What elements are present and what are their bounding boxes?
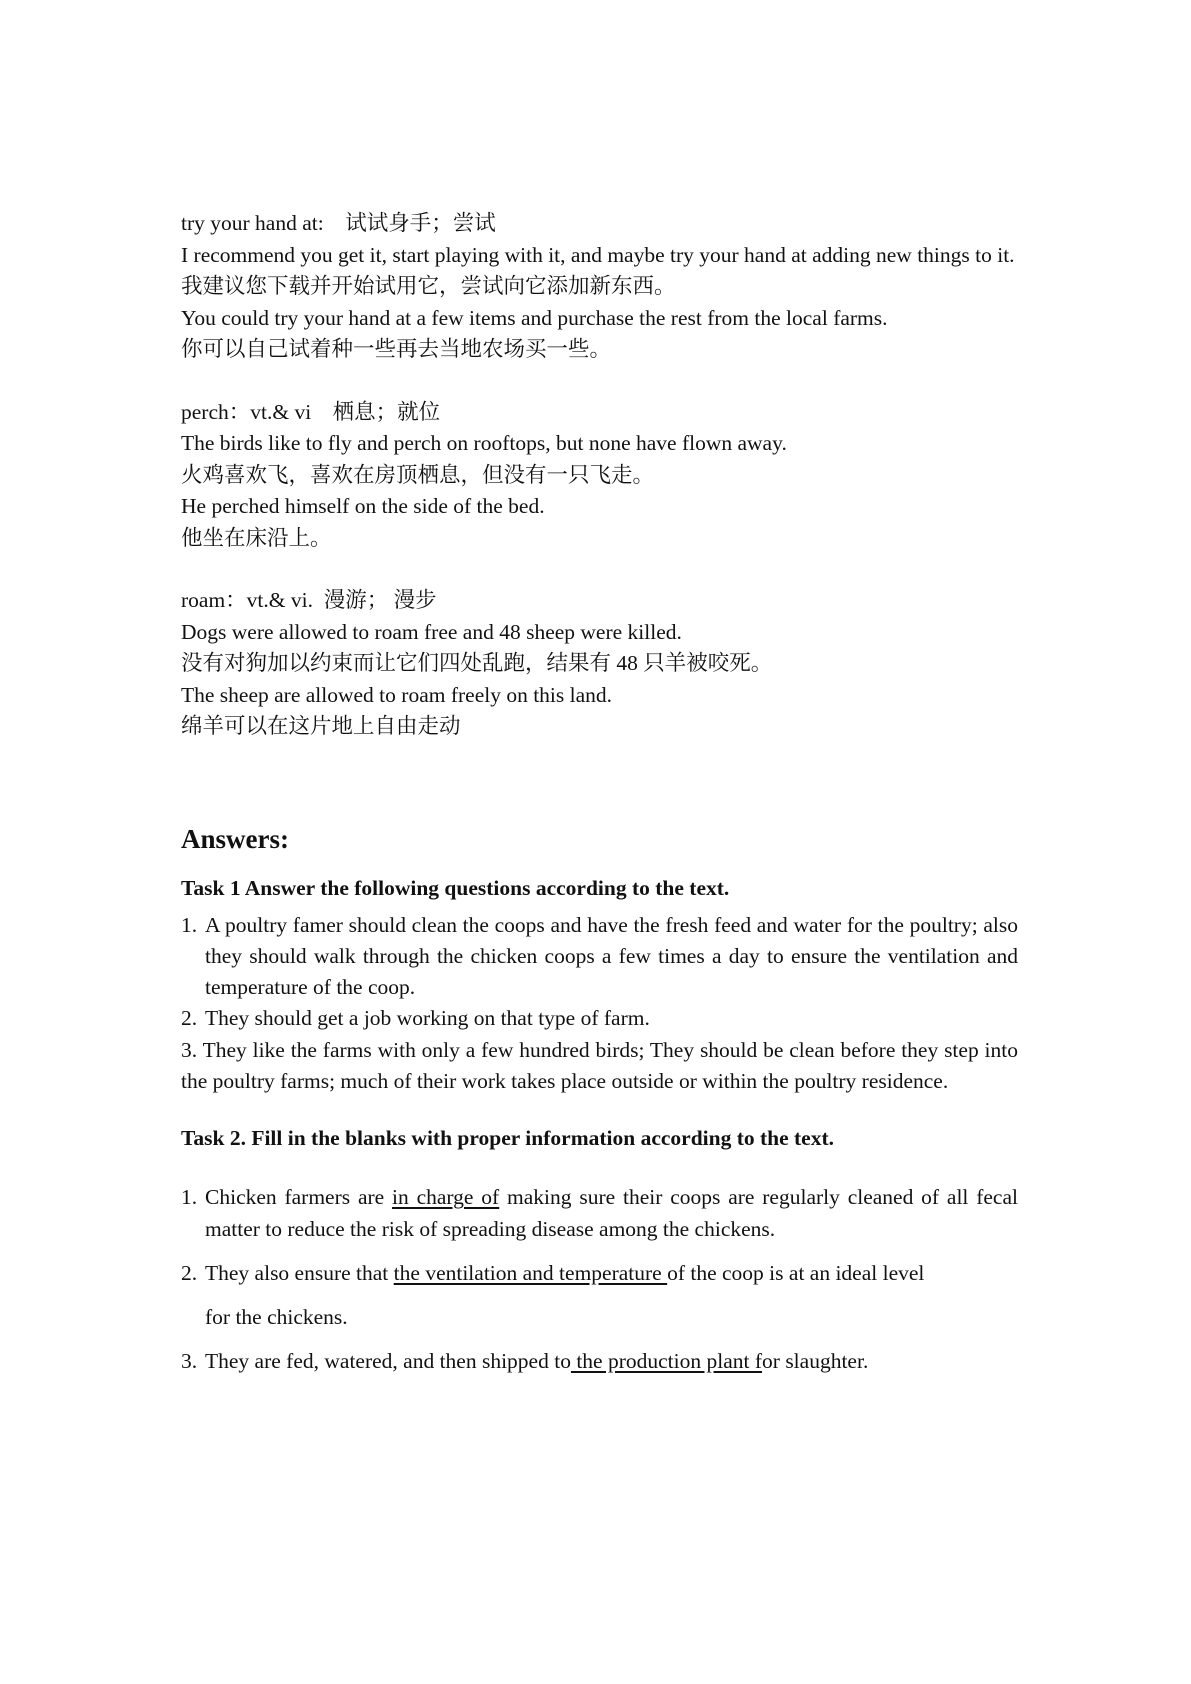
- blank-answer: the production plant f: [570, 1348, 763, 1373]
- task-2-section: [181, 1123, 1018, 1383]
- item-text: They like the farms with only a few hundred birds; They should be clean before they step into the poultry farms; much of their work takes place outside or within the poultry residence.: [181, 1037, 1018, 1093]
- vocab-headword-line: [181, 585, 1018, 617]
- example-english: Dogs were allowed to roam free and 48 sheep were killed.: [181, 619, 682, 644]
- example-chinese: 没有对狗加以约束而让它们四处乱跑，结果有 48 只羊被咬死。: [181, 651, 773, 675]
- task-1-title: Task 1 Answer the following questions according to the text.: [181, 875, 730, 900]
- vocab-entry: [181, 397, 1018, 555]
- blank-answer: the ventilation and temperature: [393, 1260, 668, 1285]
- answer-item: [181, 1003, 1018, 1034]
- spacer: [181, 1097, 1018, 1123]
- fill-blank-continuation: [181, 1295, 1018, 1339]
- vocab-term: roam：vt.& vi.: [181, 588, 313, 612]
- item-text-before: They also ensure that: [205, 1260, 394, 1285]
- vocab-headword-line: [181, 208, 1018, 240]
- example-english: I recommend you get it, start playing with it, and maybe try your hand at adding new things to it.: [181, 242, 1015, 267]
- example-chinese: 我建议您下载并开始试用它，尝试向它添加新东西。: [181, 274, 676, 298]
- item-text-before: They are fed, watered, and then shipped to: [205, 1348, 571, 1373]
- vocab-term: try your hand at:: [181, 211, 324, 235]
- vocab-term: perch：vt.& vi: [181, 399, 312, 424]
- item-text-continuation: for the chickens.: [205, 1304, 348, 1329]
- answer-item: [181, 1035, 1018, 1098]
- item-text-after: making sure their coops are regularly cleaned of all fecal matter to reduce the risk of spreading disease among the chickens.: [205, 1185, 1018, 1241]
- item-number: 3.: [181, 1348, 198, 1373]
- example-chinese: 绵羊可以在这片地上自由走动: [181, 714, 461, 738]
- example-english: The sheep are allowed to roam freely on this land.: [181, 682, 613, 707]
- item-number: 2.: [181, 1006, 198, 1031]
- spacer: [181, 366, 1018, 397]
- example-chinese: 火鸡喜欢飞，喜欢在房顶栖息，但没有一只飞走。: [181, 462, 655, 487]
- vocab-meaning: 漫游； 漫步: [323, 588, 437, 612]
- spacer: [181, 743, 1018, 819]
- example-chinese: 你可以自己试着种一些再去当地农场买一些。: [181, 337, 612, 361]
- vocab-meaning: 栖息；就位: [332, 399, 441, 424]
- item-text-after: of the coop is at an ideal level: [667, 1260, 925, 1285]
- blank-answer: in charge of: [392, 1185, 500, 1210]
- item-number: 1.: [181, 912, 198, 937]
- spacer: [181, 859, 1018, 873]
- fill-blank-item: [181, 1339, 1018, 1383]
- fill-blank-item: [181, 1182, 1018, 1245]
- spacer: [181, 554, 1018, 585]
- example-english: He perched himself on the side of the bed.: [181, 494, 545, 518]
- example-english: The birds like to fly and perch on rooftops, but none have flown away.: [181, 431, 787, 455]
- page-content: [181, 208, 1018, 1383]
- vocab-headword-line: [181, 397, 1018, 429]
- item-text: A poultry famer should clean the coops and have the fresh feed and water for the poultry; also they should walk through the chicken coops a few times a day to ensure the ventilation and temperature of the coop.: [205, 912, 1018, 1000]
- spacer: [181, 1154, 1018, 1182]
- item-number: 2.: [181, 1260, 198, 1285]
- task-2-title: Task 2. Fill in the blanks with proper information according to the text.: [181, 1126, 835, 1151]
- item-number: 3.: [181, 1037, 198, 1062]
- example-english: You could try your hand at a few items and purchase the rest from the local farms.: [181, 305, 888, 330]
- item-number: 1.: [181, 1185, 198, 1210]
- answers-heading: Answers:: [181, 823, 289, 854]
- vocab-meaning: 试试身手；尝试: [345, 211, 496, 235]
- item-text-before: Chicken farmers are: [205, 1185, 393, 1210]
- answer-item: [181, 910, 1018, 1004]
- vocab-entry: [181, 585, 1018, 743]
- example-chinese: 他坐在床沿上。: [181, 525, 332, 550]
- item-text-after: or slaughter.: [762, 1348, 869, 1373]
- task-1-section: [181, 873, 1018, 1098]
- fill-blank-item: [181, 1251, 1018, 1295]
- item-text: They should get a job working on that type of farm.: [205, 1006, 650, 1031]
- vocab-entry: [181, 208, 1018, 366]
